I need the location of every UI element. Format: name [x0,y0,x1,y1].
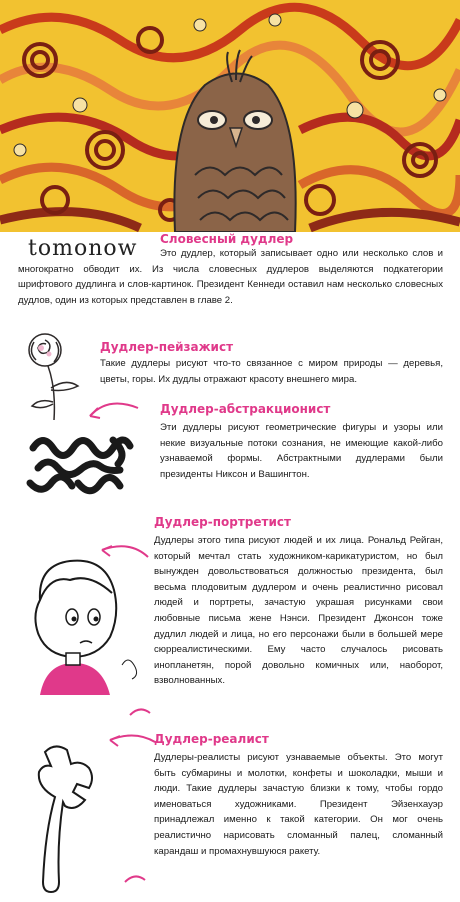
abstract-squiggle-icon [18,398,163,518]
section-title: Дудлер-реалист [154,732,269,746]
section-word-doodler [18,232,443,308]
section-title: Словесный дудлер [160,232,294,246]
section-text: Эти дудлеры рисуют геометрические фигуры и узоры или некие визуальные потоки сознания, не имеющие какой-либо узнаваемой формы. Абстрактными дудлерами были президенты Никсон и Вашингтон. [160,422,443,480]
section-text: Дудлеры этого типа рисуют людей и их лица. Рональд Рейган, который мечтал стать художником-карикатуристом, но был вынужден довольствоваться должностью президента, был весьма плодовитым дудлером и очень реалистично рисовал людей и портреты, зачастую украшая рисунками свои любовные письма жене Нэнси. Президент Джонсон тоже дудлил людей и лица, но его персонажи были в большей мере сюрреалистическими. Ему часто случалось рисовать инопланетян, порой довольно комичных или, наоборот, взволнованных. [154,535,443,687]
doodle-banner [0,0,460,232]
section-text: Дудлеры-реалисты рисуют узнаваемые объекты. Это могут быть субмарины и молотки, конфеты и шоколадки, мыши и люди. Такие дудлеры зачастую близки к тому, чтобы гордо именоваться художниками. Президент Эйзенхауэр принадлежал именно к такой категории. Он мог очень реалистично нарисовать сломанный палец, сломанный карандаш и промахнувшуюся ракету. [154,752,443,857]
section-title: Дудлер-портретист [154,515,291,529]
section-abstract-doodler [160,402,443,482]
section-title: Дудлер-пейзажист [100,340,234,354]
section-text: Такие дудлеры рисуют что-то связанное с миром природы — деревья, цветы, горы. Их дудлы отражают красоту внешнего мира. [100,358,443,385]
section-realist-doodler [154,732,443,859]
boy-portrait-icon [10,545,160,725]
section-landscape-doodler [100,340,443,387]
section-text: Это дудлер, который записывает одно или несколько слов и многократно обводит их. Из числа словесных дудлеров выделяются подкатегории шрифтового дудлинга и слов-картинок. Президент Кеннеди оставил нам несколько словесных дудлов, один из которых представлен в главе 2. [18,248,443,306]
section-portrait-doodler [154,515,443,689]
word-doodle-illustration: tomonow [28,236,138,261]
wrench-doodle-icon [15,732,165,902]
section-title: Дудлер-абстракционист [160,402,331,416]
doodle-pattern-icon [0,0,460,232]
